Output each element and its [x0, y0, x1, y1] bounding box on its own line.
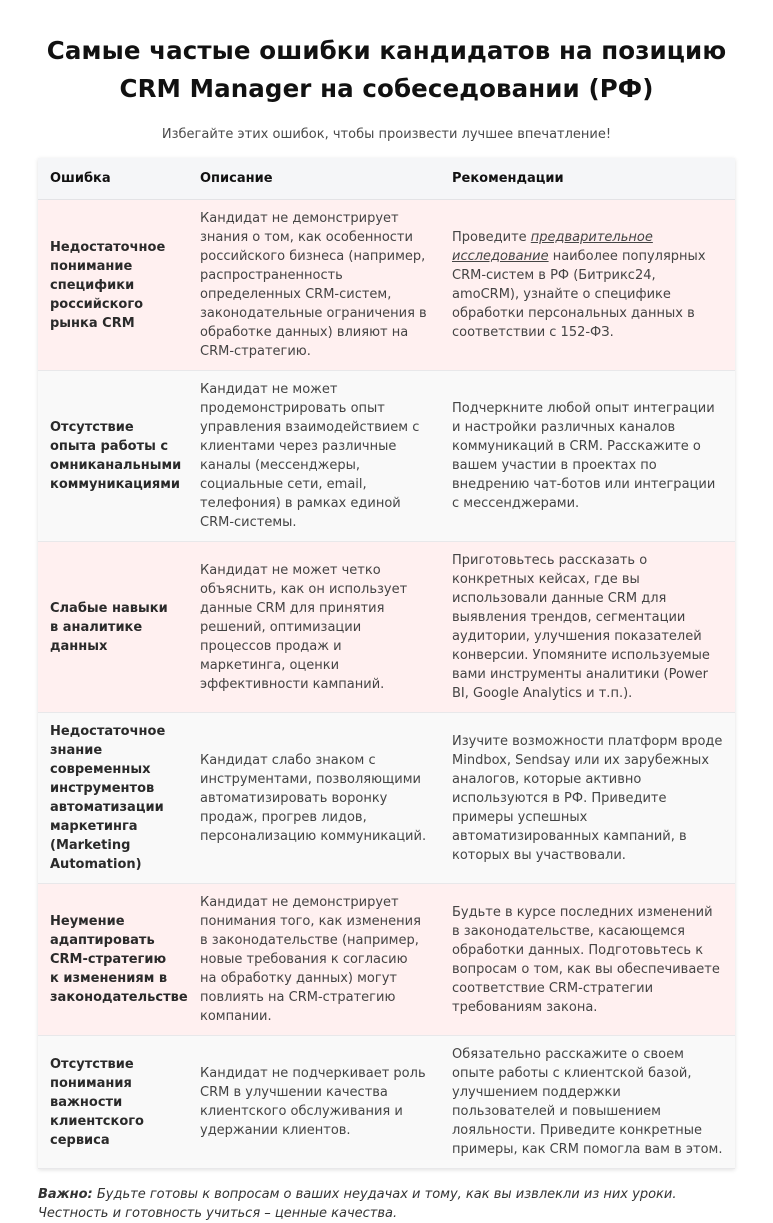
page-title: Самые частые ошибки кандидатов на позицию CRM Manager на собеседовании (РФ) — [46, 36, 727, 103]
note-text: Будьте готовы к вопросам о ваших неудачах и тому, как вы извлекли из них уроки. Честность и готовность учиться – ценные качества. — [38, 1187, 677, 1221]
error-cell: Неумение адаптировать CRM-стратегию к изменениям в законодательстве — [38, 884, 188, 1036]
table-row — [38, 1036, 735, 1169]
table-row — [38, 371, 735, 542]
error-cell: Недостаточное понимание специфики российского рынка CRM — [38, 200, 188, 371]
recommendation-cell — [440, 200, 735, 371]
error-cell: Отсутствие опыта работы с омниканальными коммуникациями — [38, 371, 188, 542]
table-row — [38, 542, 735, 713]
recommendation-cell: Изучите возможности платформ вроде Mindbox, Sendsay или их зарубежных аналогов, которые активно используются в РФ. Приведите примеры успешных автоматизированных кампаний, в которых вы участвовали. — [440, 713, 735, 884]
description-cell: Кандидат слабо знаком с инструментами, позволяющими автоматизировать воронку продаж, прогрев лидов, персонализацию коммуникаций. — [188, 713, 440, 884]
error-cell: Отсутствие понимания важности клиентского сервиса — [38, 1036, 188, 1169]
mistakes-table — [38, 158, 735, 1169]
description-cell: Кандидат не демонстрирует понимания того, как изменения в законодательстве (например, новые требования к согласию на обработку данных) могут повлиять на CRM-стратегию компании. — [188, 884, 440, 1036]
recommendation-cell: Подчеркните любой опыт интеграции и настройки различных каналов коммуникаций в CRM. Расскажите о вашем участии в проектах по внедрению чат-ботов или интеграции с мессенджерами. — [440, 371, 735, 542]
recommendation-text: Проведите — [452, 230, 531, 245]
error-cell: Слабые навыки в аналитике данных — [38, 542, 188, 713]
description-cell: Кандидат не подчеркивает роль CRM в улучшении качества клиентского обслуживания и удержании клиентов. — [188, 1036, 440, 1169]
recommendation-cell: Будьте в курсе последних изменений в законодательстве, касающемся обработки данных. Подготовьтесь к вопросам о том, как вы обеспечиваете соответствие CRM-стратегии требованиям закона. — [440, 884, 735, 1036]
important-note — [38, 1185, 735, 1223]
recommendation-cell: Приготовьтесь рассказать о конкретных кейсах, где вы использовали данные CRM для выявления трендов, сегментации аудитории, улучшения показателей конверсии. Упомяните используемые вами инструменты аналитики (Power BI, Google Analytics и т.п.). — [440, 542, 735, 713]
table-row — [38, 200, 735, 371]
recommendation-cell: Обязательно расскажите о своем опыте работы с клиентской базой, улучшением поддержки пользователей и повышением лояльности. Приведите конкретные примеры, как CRM помогла вам в этом. — [440, 1036, 735, 1169]
description-cell: Кандидат не может четко объяснить, как он использует данные CRM для принятия решений, оптимизации процессов продаж и маркетинга, оценки эффективности кампаний. — [188, 542, 440, 713]
header-recommendations: Рекомендации — [440, 158, 735, 200]
description-cell: Кандидат не демонстрирует знания о том, как особенности российского бизнеса (например, распространенность определенных CRM-систем, законодательные ограничения в обработке данных) влияют на CRM-стратегию. — [188, 200, 440, 371]
page-subtitle: Избегайте этих ошибок, чтобы произвести лучшее впечатление! — [161, 127, 612, 142]
error-cell: Недостаточное знание современных инструментов автоматизации маркетинга (Marketing Automation) — [38, 713, 188, 884]
table-row — [38, 713, 735, 884]
recommendation-emphasis: предварительное исследование — [452, 230, 653, 264]
table-header-row — [38, 158, 735, 200]
recommendation-text: наиболее популярных CRM-систем в РФ (Битрикс24, amoCRM), узнайте о специфике обработки персональных данных в соответствии с 152-ФЗ. — [452, 249, 706, 340]
table-row — [38, 884, 735, 1036]
header-description: Описание — [188, 158, 440, 200]
header-error: Ошибка — [38, 158, 188, 200]
note-label: Важно: — [38, 1187, 93, 1202]
description-cell: Кандидат не может продемонстрировать опыт управления взаимодействием с клиентами через различные каналы (мессенджеры, социальные сети, email, телефония) в рамках единой CRM-системы. — [188, 371, 440, 542]
